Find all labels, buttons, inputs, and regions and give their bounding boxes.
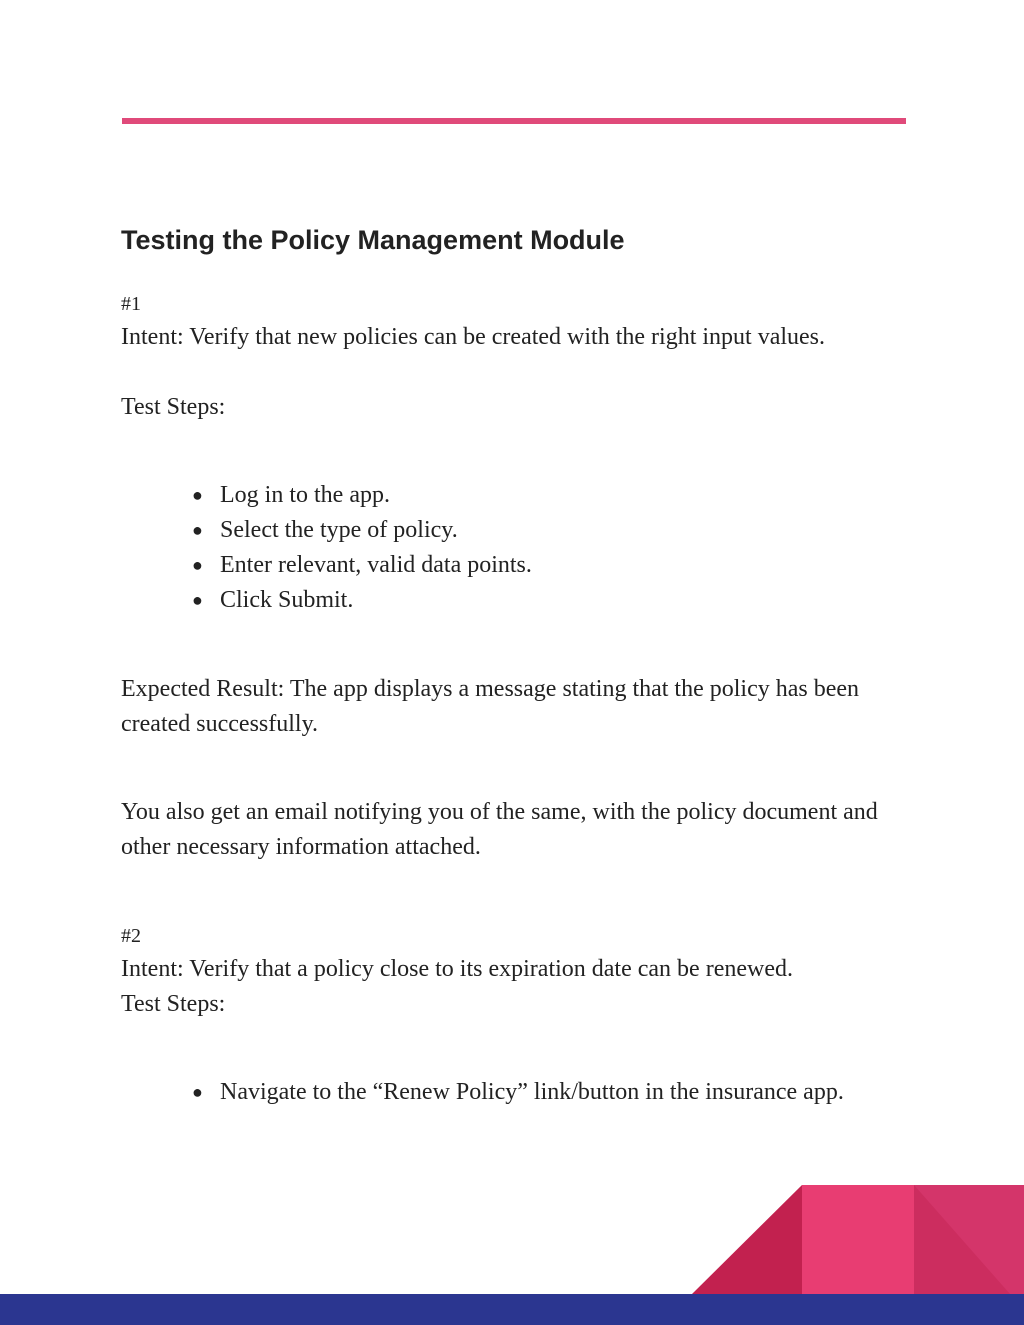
case-1-note: You also get an email notifying you of the same, with the policy document and other necessary information attached.	[121, 799, 878, 860]
bullet-icon: ●	[192, 590, 203, 610]
step-text: Log in to the app.	[220, 482, 390, 508]
bullet-icon: ●	[192, 1082, 203, 1102]
footer-band	[0, 1294, 1024, 1325]
step-text: Click Submit.	[220, 587, 354, 613]
case-1-expected-result: Expected Result: The app displays a message stating that the policy has been created successfully.	[121, 676, 860, 737]
step-text: Navigate to the “Renew Policy” link/button in the insurance app.	[220, 1079, 844, 1105]
case-1-steps-label: Test Steps:	[121, 394, 226, 420]
case-1-number: #1	[121, 293, 141, 315]
case-2-steps-label: Test Steps:	[121, 991, 226, 1017]
corner-triangle-shape	[692, 1185, 802, 1294]
case-1-intent: Intent: Verify that new policies can be created with the right input values.	[121, 324, 826, 350]
step-text: Select the type of policy.	[220, 517, 458, 543]
case-2-number: #2	[121, 925, 141, 947]
section-heading: Testing the Policy Management Module	[121, 225, 625, 255]
case-2-intent: Intent: Verify that a policy close to its expiration date can be renewed.	[121, 956, 793, 982]
bullet-icon: ●	[192, 520, 203, 540]
corner-square-shape	[802, 1185, 914, 1294]
bullet-icon: ●	[192, 555, 203, 575]
step-text: Enter relevant, valid data points.	[220, 552, 532, 578]
bullet-icon: ●	[192, 485, 203, 505]
